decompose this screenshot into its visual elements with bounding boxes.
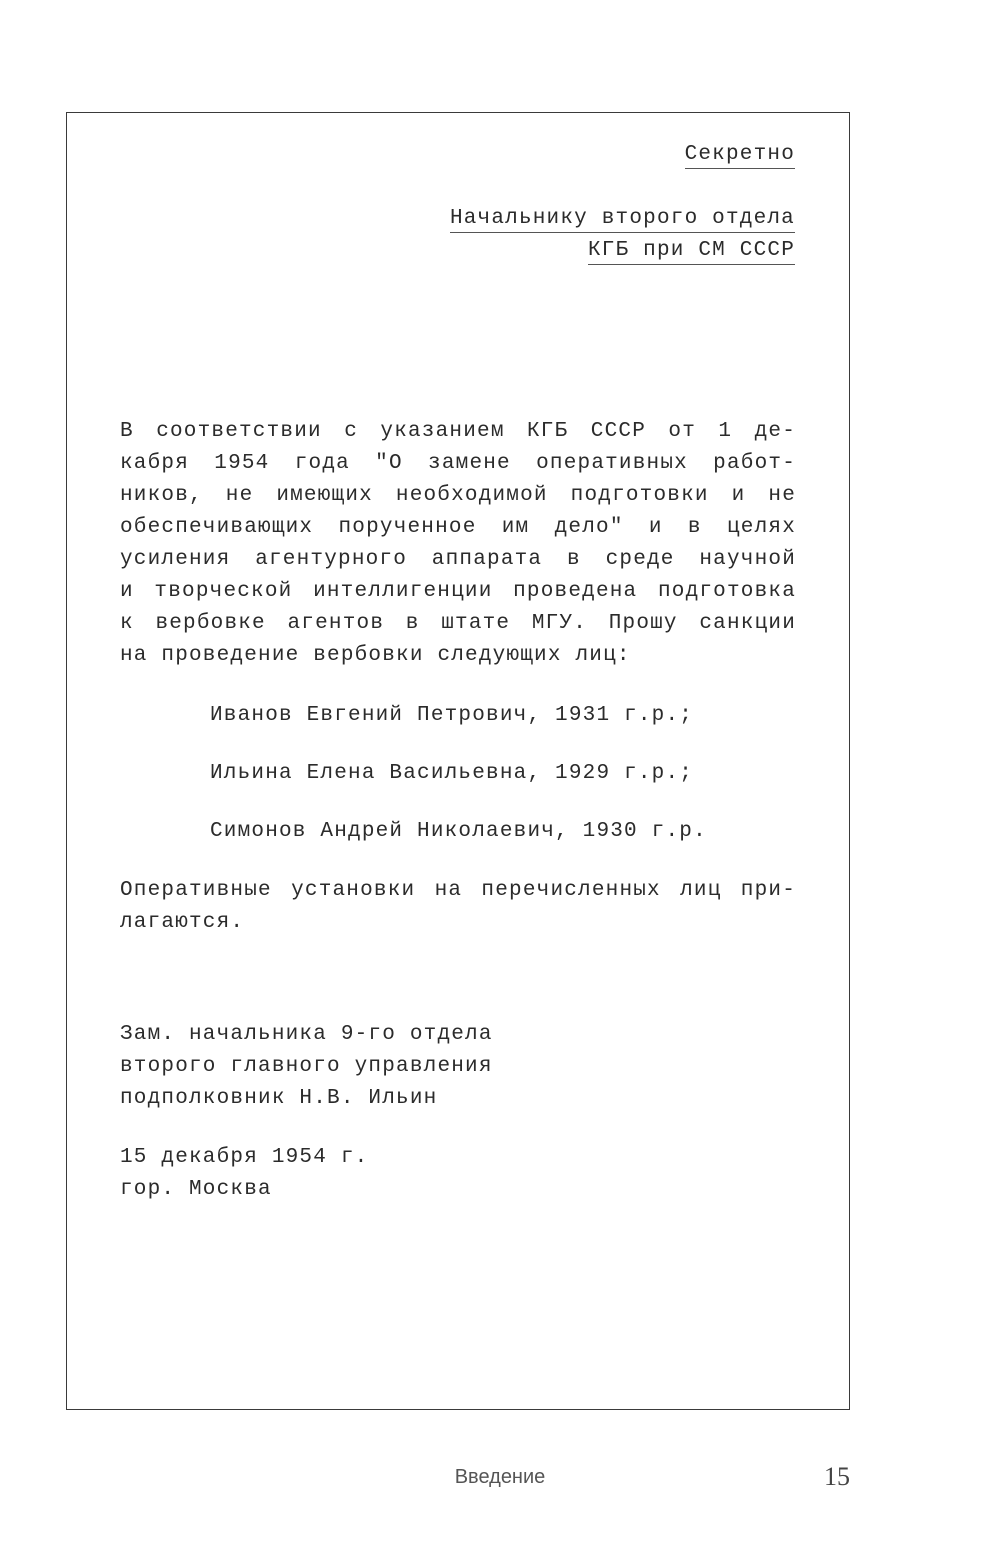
addressee-line-2: КГБ при СМ СССР bbox=[588, 239, 795, 265]
body-line: на проведение вербовки следующих лиц: bbox=[120, 644, 631, 667]
date-line: 15 декабря 1954 г. bbox=[120, 1146, 369, 1169]
signature-line: второго главного управления bbox=[120, 1055, 493, 1078]
body-line: и творческой интеллигенции проведена подготовка bbox=[120, 580, 796, 603]
body-line: обеспечивающих порученное им дело" и в целях bbox=[120, 516, 796, 539]
body-line: к вербовке агентов в штате МГУ. Прошу санкции bbox=[120, 612, 796, 635]
page-number: 15 bbox=[824, 1462, 850, 1491]
signature-line: подполковник Н.В. Ильин bbox=[120, 1087, 438, 1110]
person-list-item: Иванов Евгений Петрович, 1931 г.р.; bbox=[210, 704, 694, 727]
footer-section-title: Введение bbox=[454, 1466, 546, 1488]
signature-line: Зам. начальника 9-го отдела bbox=[120, 1023, 493, 1046]
classification-stamp: Секретно bbox=[685, 143, 795, 169]
body-line: усиления агентурного аппарата в среде научной bbox=[120, 548, 796, 571]
body-line: ников, не имеющих необходимой подготовки и не bbox=[120, 484, 796, 507]
attachment-line: лагаются. bbox=[120, 911, 245, 934]
addressee-line-1: Начальнику второго отдела bbox=[450, 207, 795, 233]
person-list-item: Симонов Андрей Николаевич, 1930 г.р. bbox=[210, 820, 707, 843]
body-line: В соответствии с указанием КГБ СССР от 1 де- bbox=[120, 420, 796, 443]
body-line: кабря 1954 года "О замене оперативных работ- bbox=[120, 452, 796, 475]
document-frame bbox=[66, 112, 850, 1410]
person-list-item: Ильина Елена Васильевна, 1929 г.р.; bbox=[210, 762, 694, 785]
place-line: гор. Москва bbox=[120, 1178, 272, 1201]
attachment-line: Оперативные установки на перечисленных лиц при- bbox=[120, 879, 796, 902]
